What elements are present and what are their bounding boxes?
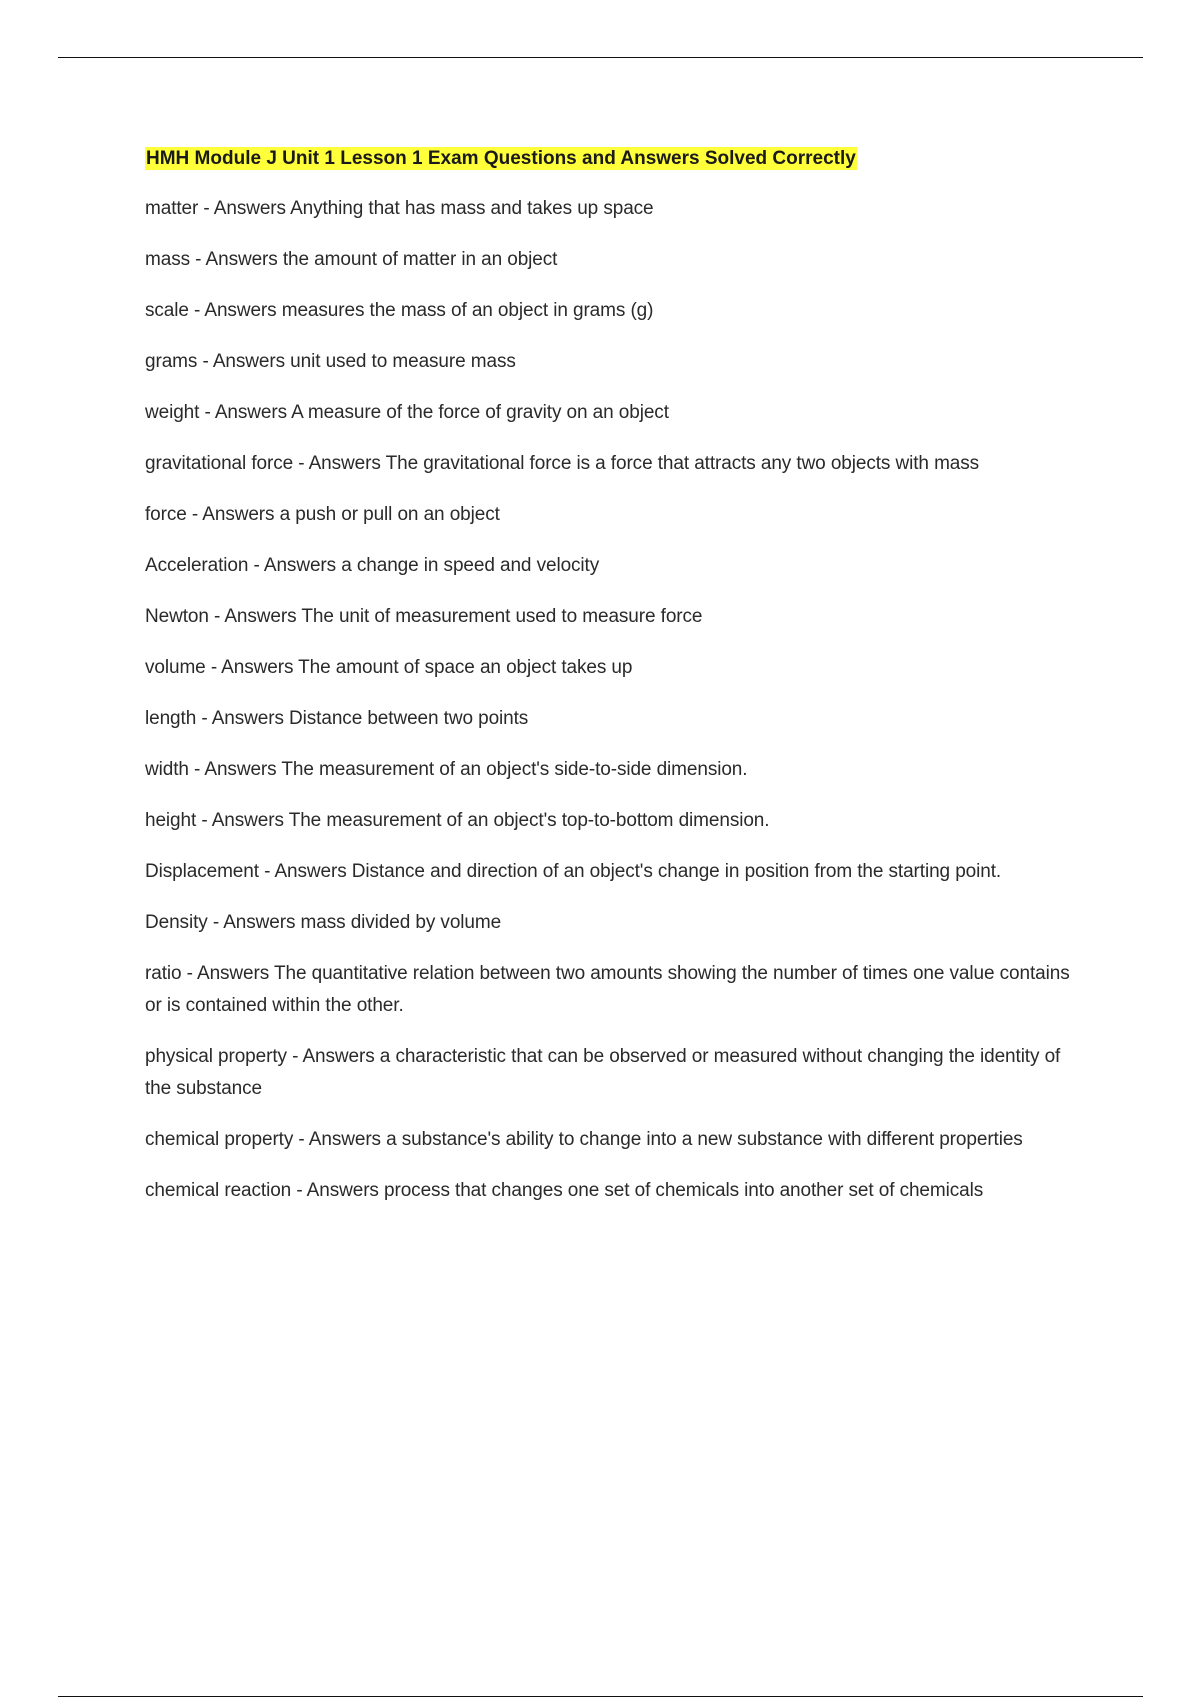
qa-entry-density: Density - Answers mass divided by volume	[145, 912, 502, 933]
qa-entry-gravitational-force: gravitational force - Answers The gravitational force is a force that attracts any two objects with mass	[145, 453, 980, 474]
document-body	[145, 145, 1085, 1226]
qa-entry-physical-property: physical property - Answers a characteristic that can be observed or measured without changing the identity of the substance	[145, 1046, 1061, 1099]
qa-entry-displacement: Displacement - Answers Distance and direction of an object's change in position from the starting point.	[145, 861, 1002, 882]
qa-entry-volume: volume - Answers The amount of space an object takes up	[145, 657, 633, 678]
qa-entry-mass: mass - Answers the amount of matter in an object	[145, 249, 558, 270]
qa-entry-chemical-reaction: chemical reaction - Answers process that changes one set of chemicals into another set of chemicals	[145, 1180, 984, 1201]
qa-entry-newton: Newton - Answers The unit of measurement used to measure force	[145, 606, 703, 627]
qa-entry-height: height - Answers The measurement of an object's top-to-bottom dimension.	[145, 810, 770, 831]
qa-entry-scale: scale - Answers measures the mass of an object in grams (g)	[145, 300, 654, 321]
qa-entry-chemical-property: chemical property - Answers a substance's ability to change into a new substance with different properties	[145, 1129, 1023, 1150]
bottom-rule	[58, 1696, 1143, 1697]
qa-entry-grams: grams - Answers unit used to measure mass	[145, 351, 516, 372]
qa-entry-acceleration: Acceleration - Answers a change in speed and velocity	[145, 555, 600, 576]
qa-entry-weight: weight - Answers A measure of the force of gravity on an object	[145, 402, 669, 423]
qa-entry-matter: matter - Answers Anything that has mass and takes up space	[145, 198, 654, 219]
qa-entry-length: length - Answers Distance between two points	[145, 708, 529, 729]
qa-entry-force: force - Answers a push or pull on an object	[145, 504, 500, 525]
title-line	[145, 145, 1085, 173]
top-rule	[58, 57, 1143, 58]
qa-entry-width: width - Answers The measurement of an object's side-to-side dimension.	[145, 759, 748, 780]
document-title: HMH Module J Unit 1 Lesson 1 Exam Questions and Answers Solved Correctly	[146, 148, 856, 169]
qa-entry-ratio: ratio - Answers The quantitative relation between two amounts showing the number of times one value contains or is contained within the other.	[145, 963, 1070, 1016]
